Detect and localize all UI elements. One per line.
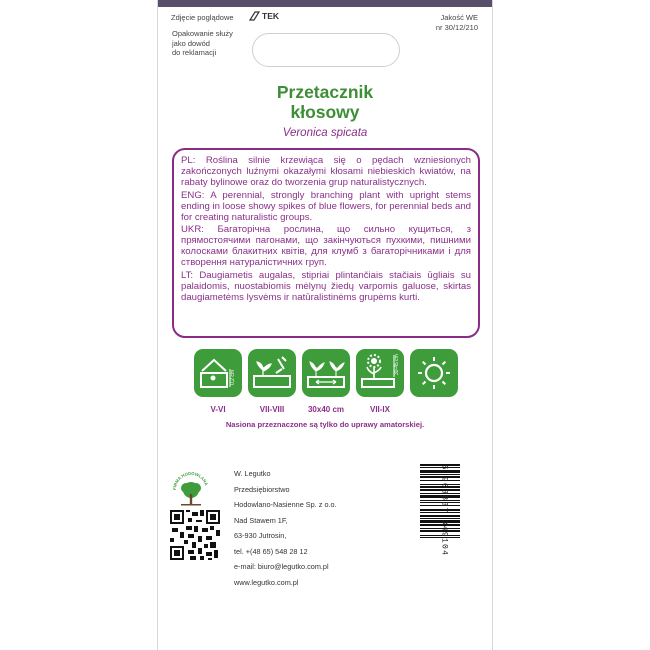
quality-info: [436, 13, 478, 33]
company-phone: tel. +(48 65) 548 28 12: [234, 546, 308, 556]
photo-note: Zdjęcie poglądowe: [171, 13, 234, 22]
height-text: 30-45 cm: [394, 354, 400, 375]
amateur-use-note: Nasiona przeznaczone są tylko do uprawy amatorskiej.: [225, 420, 425, 429]
icon-labels: [194, 405, 458, 414]
description-eng: ENG: A perennial, strongly branching plant with upright stems ending in loose showy spikes of blue flowers, for perennial beds and for creating naturalistic groups.: [181, 189, 471, 223]
quality-line-1: Jakość WE: [440, 13, 478, 22]
tek-label: TEK: [262, 11, 279, 21]
hang-hole-outline: [252, 33, 400, 67]
company-name: W. Legutko: [234, 469, 271, 478]
company-website[interactable]: www.legutko.com.pl: [234, 577, 299, 587]
icon-label-sowing: V-VI: [210, 405, 226, 414]
company-line: Przedsiębiorstwo: [234, 484, 290, 494]
description-ukr: UKR: Багаторічна рослина, що сильно кущиться, з прямостоячими пагонами, що закінчуються пухкими, пишними колосками блакитних квітів, для клумб з багаторічниками і для створення натуралістичних груп.: [181, 224, 471, 269]
product-name-line-2: kłosowy: [290, 102, 360, 122]
description-box: [172, 148, 480, 338]
tek-mark: [249, 11, 279, 21]
flowering-height-icon: [356, 349, 404, 397]
packaging-note: [172, 29, 233, 58]
packaging-note-line: do reklamacji: [172, 48, 217, 57]
packaging-note-line: jako dowód: [172, 38, 210, 48]
barcode: [420, 462, 480, 558]
tree-logo-icon: [171, 470, 211, 510]
sowing-depth-icon: [194, 349, 242, 397]
top-photo-strip: [158, 0, 492, 7]
sowing-depth-text: 0,2 cm: [230, 369, 236, 385]
spacing-icon: [302, 349, 350, 397]
cultivation-icons: [194, 349, 458, 397]
barcode-digits: 5 903837 349104: [439, 464, 449, 557]
product-name-line-1: Przetacznik: [276, 82, 374, 102]
icon-label-sun: [404, 405, 464, 414]
logo-arc-text: FIRMA HODOWLANA: [171, 470, 210, 491]
company-line: Hodowlano-Nasienne Sp. z o.o.: [234, 500, 337, 509]
full-sun-icon: [410, 349, 458, 397]
qr-code: [170, 510, 220, 560]
latin-name: Veronica spicata: [282, 127, 368, 139]
icon-label-spacing: 30x40 cm: [307, 405, 345, 414]
description-pl: PL: Roślina silnie krzewiąca się o pędach wzniesionych zakończonych luźnymi okazałymi kłosami niebieskich kwiatów, na rabaty bylinowe oraz do tworzenia grup naturalistycznych.: [181, 155, 471, 188]
icon-label-planting: VII-VIII: [259, 405, 285, 414]
company-address: Nad Stawem 1F,: [234, 515, 288, 525]
company-info: [234, 466, 337, 590]
planting-icon: [248, 349, 296, 397]
leaf-icon: [249, 11, 260, 21]
quality-line-2: nr 30/12/210: [435, 23, 478, 32]
seed-packet-back: [157, 0, 493, 650]
company-postal: 63-930 Jutrosin,: [234, 531, 287, 540]
company-email[interactable]: e-mail: biuro@legutko.com.pl: [234, 562, 329, 571]
description-lt: LT: Daugiametis augalas, stipriai plintančiais stačiais ūgliais su palaidomis, nuostabiomis mėlynų žiedų varpomis galuose, skirtas daugiametėms lysvėms ir natūralistinėms grupėms kurti.: [181, 270, 471, 303]
packaging-note-line: Opakowanie służy: [172, 29, 233, 38]
icon-label-flowering: VII-IX: [369, 405, 390, 414]
